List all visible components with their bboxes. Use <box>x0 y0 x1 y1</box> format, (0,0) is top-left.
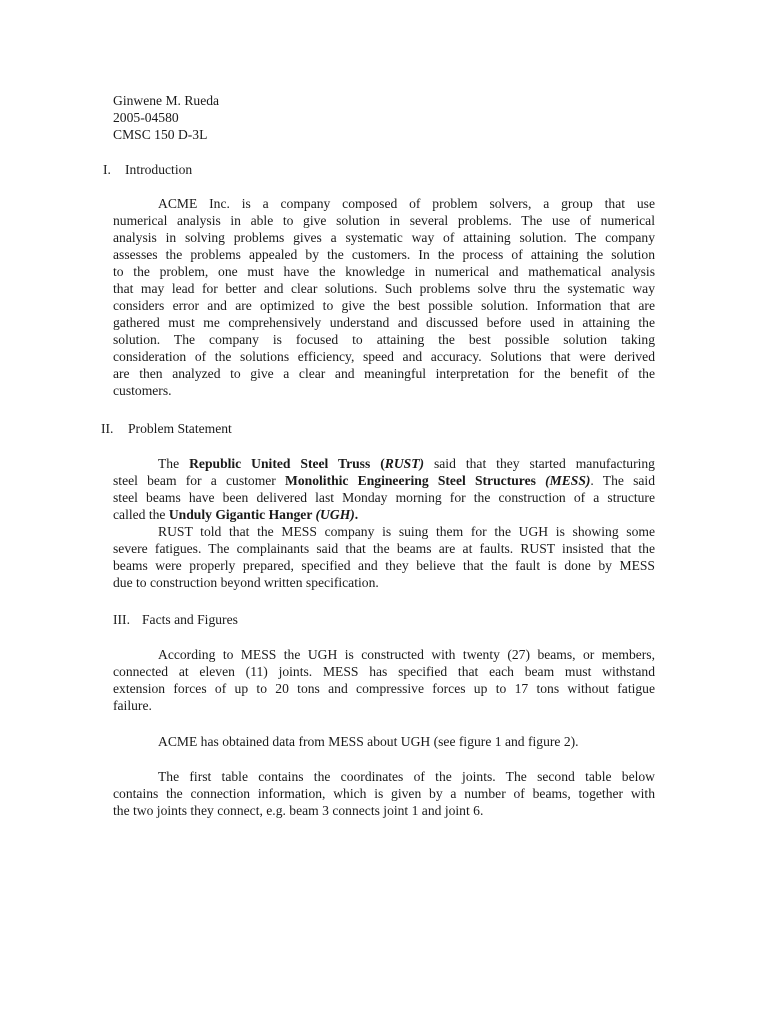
paragraph-line: solution. The company is focused to attaining the best possible solution taking <box>113 332 655 347</box>
paragraph-line: the two joints they connect, e.g. beam 3 connects joint 1 and joint 6. <box>113 803 484 818</box>
paragraph-line: According to MESS the UGH is constructed with twenty (27) beams, or members, <box>158 647 655 662</box>
course-code: CMSC 150 D-3L <box>113 127 208 142</box>
section-number: III. <box>113 612 130 627</box>
paragraph-line: connected at eleven (11) joints. MESS has specified that each beam must withstand <box>113 664 655 679</box>
company-name-mess: Monolithic Engineering Steel Structures (MESS) <box>285 473 591 488</box>
paragraph-line: contains the connection information, which is given by a number of beams, together with <box>113 786 655 801</box>
author-name: Ginwene M. Rueda <box>113 93 220 108</box>
section-title-problem-statement: Problem Statement <box>128 421 232 436</box>
section-number: I. <box>103 162 111 177</box>
paragraph-line: consideration of the solutions efficiency, speed and accuracy. Solutions that were derived <box>113 349 655 364</box>
section-title-facts-and-figures: Facts and Figures <box>142 612 238 627</box>
paragraph-line: are then analyzed to give a clear and meaningful interpretation for the benefit of the <box>113 366 655 381</box>
data-source-paragraph: ACME has obtained data from MESS about UGH (see figure 1 and figure 2). <box>158 734 579 749</box>
paragraph-line: analysis in solving problems gives a systematic way of attaining solution. The company <box>113 230 655 245</box>
paragraph-line: The first table contains the coordinates of the joints. The second table below <box>158 769 655 784</box>
paragraph-line: RUST told that the MESS company is suing them for the UGH is showing some <box>158 524 655 539</box>
paragraph-line: steel beams have been delivered last Monday morning for the construction of a structure <box>113 490 655 505</box>
paragraph-line: extension forces of up to 20 tons and compressive forces up to 17 tons without fatigue <box>113 681 655 696</box>
paragraph-line: beams were properly prepared, specified and they believe that the fault is done by MESS <box>113 558 655 573</box>
paragraph-line: considers error and are optimized to give the best possible solution. Information that are <box>113 298 655 313</box>
paragraph-line: customers. <box>113 383 172 398</box>
paragraph-line: ACME Inc. is a company composed of problem solvers, a group that use <box>158 196 655 211</box>
company-name-rust: Republic United Steel Truss (RUST) <box>189 456 425 471</box>
student-id: 2005-04580 <box>113 110 179 125</box>
paragraph-line: severe fatigues. The complainants said that the beams are at faults. RUST insisted that the <box>113 541 655 556</box>
paragraph-line: to the problem, one must have the knowledge in numerical and mathematical analysis <box>113 264 655 279</box>
paragraph-line: due to construction beyond written specification. <box>113 575 379 590</box>
paragraph-line: that may lead for better and clear solutions. Such problems solve thru the systematic way <box>113 281 655 296</box>
paragraph-line: failure. <box>113 698 152 713</box>
paragraph-line: The Republic United Steel Truss (RUST) said that they started manufacturing <box>158 456 655 471</box>
structure-name-ugh: Unduly Gigantic Hanger (UGH). <box>168 507 359 522</box>
paragraph-line: gathered must me comprehensively understand and discussed before used in attaining the <box>113 315 655 330</box>
section-number: II. <box>101 421 114 436</box>
paragraph-line: assesses the problems appealed by the customers. In the process of attaining the solution <box>113 247 655 262</box>
paragraph-line: steel beam for a customer Monolithic Engineering Steel Structures (MESS). The said <box>113 473 655 488</box>
section-title-introduction: Introduction <box>125 162 193 177</box>
paragraph-line: numerical analysis in able to give solution in several problems. The use of numerical <box>113 213 655 228</box>
paragraph-line: called the Unduly Gigantic Hanger (UGH). <box>113 507 359 522</box>
